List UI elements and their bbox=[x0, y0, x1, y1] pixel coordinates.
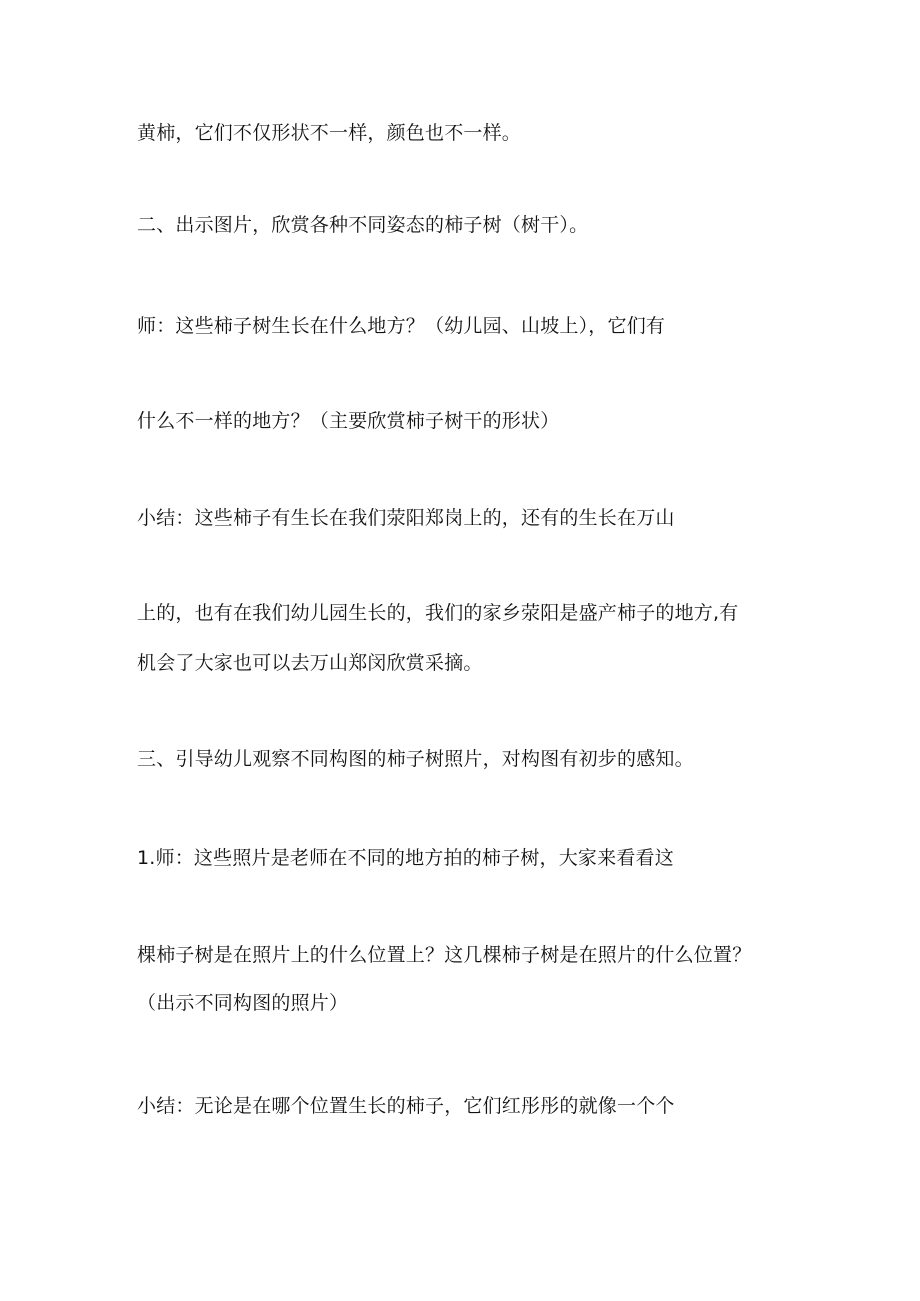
text-line-4: 什么不一样的地方？（主要欣赏柿子树干的形状） bbox=[137, 410, 560, 432]
text-line-7: 机会了大家也可以去万山郑闵欣赏采摘。 bbox=[137, 652, 483, 674]
text-line-10: 棵柿子树是在照片上的什么位置上？这几棵柿子树是在照片的什么位置？ bbox=[137, 944, 752, 966]
text-line-3: 师：这些柿子树生长在什么地方？（幼儿园、山坡上），它们有 bbox=[137, 315, 666, 337]
text-line-9: 1.师：这些照片是老师在不同的地方拍的柿子树，大家来看看这 bbox=[137, 847, 674, 869]
text-line-6: 上的，也有在我们幼儿园生长的，我们的家乡荥阳是盛产柿子的地方,有 bbox=[137, 602, 739, 624]
summary-line-12: 小结：无论是在哪个位置生长的柿子，它们红彤彤的就像一个个 bbox=[137, 1095, 675, 1117]
section-heading-2: 二、出示图片，欣赏各种不同姿态的柿子树（树干）。 bbox=[137, 214, 589, 236]
text-line-1: 黄柿，它们不仅形状不一样，颜色也不一样。 bbox=[137, 122, 522, 144]
text-line-11: （出示不同构图的照片） bbox=[137, 992, 349, 1014]
summary-line-5: 小结：这些柿子有生长在我们荥阳郑岗上的，还有的生长在万山 bbox=[137, 507, 675, 529]
section-heading-3: 三、引导幼儿观察不同构图的柿子树照片，对构图有初步的感知。 bbox=[137, 748, 694, 770]
